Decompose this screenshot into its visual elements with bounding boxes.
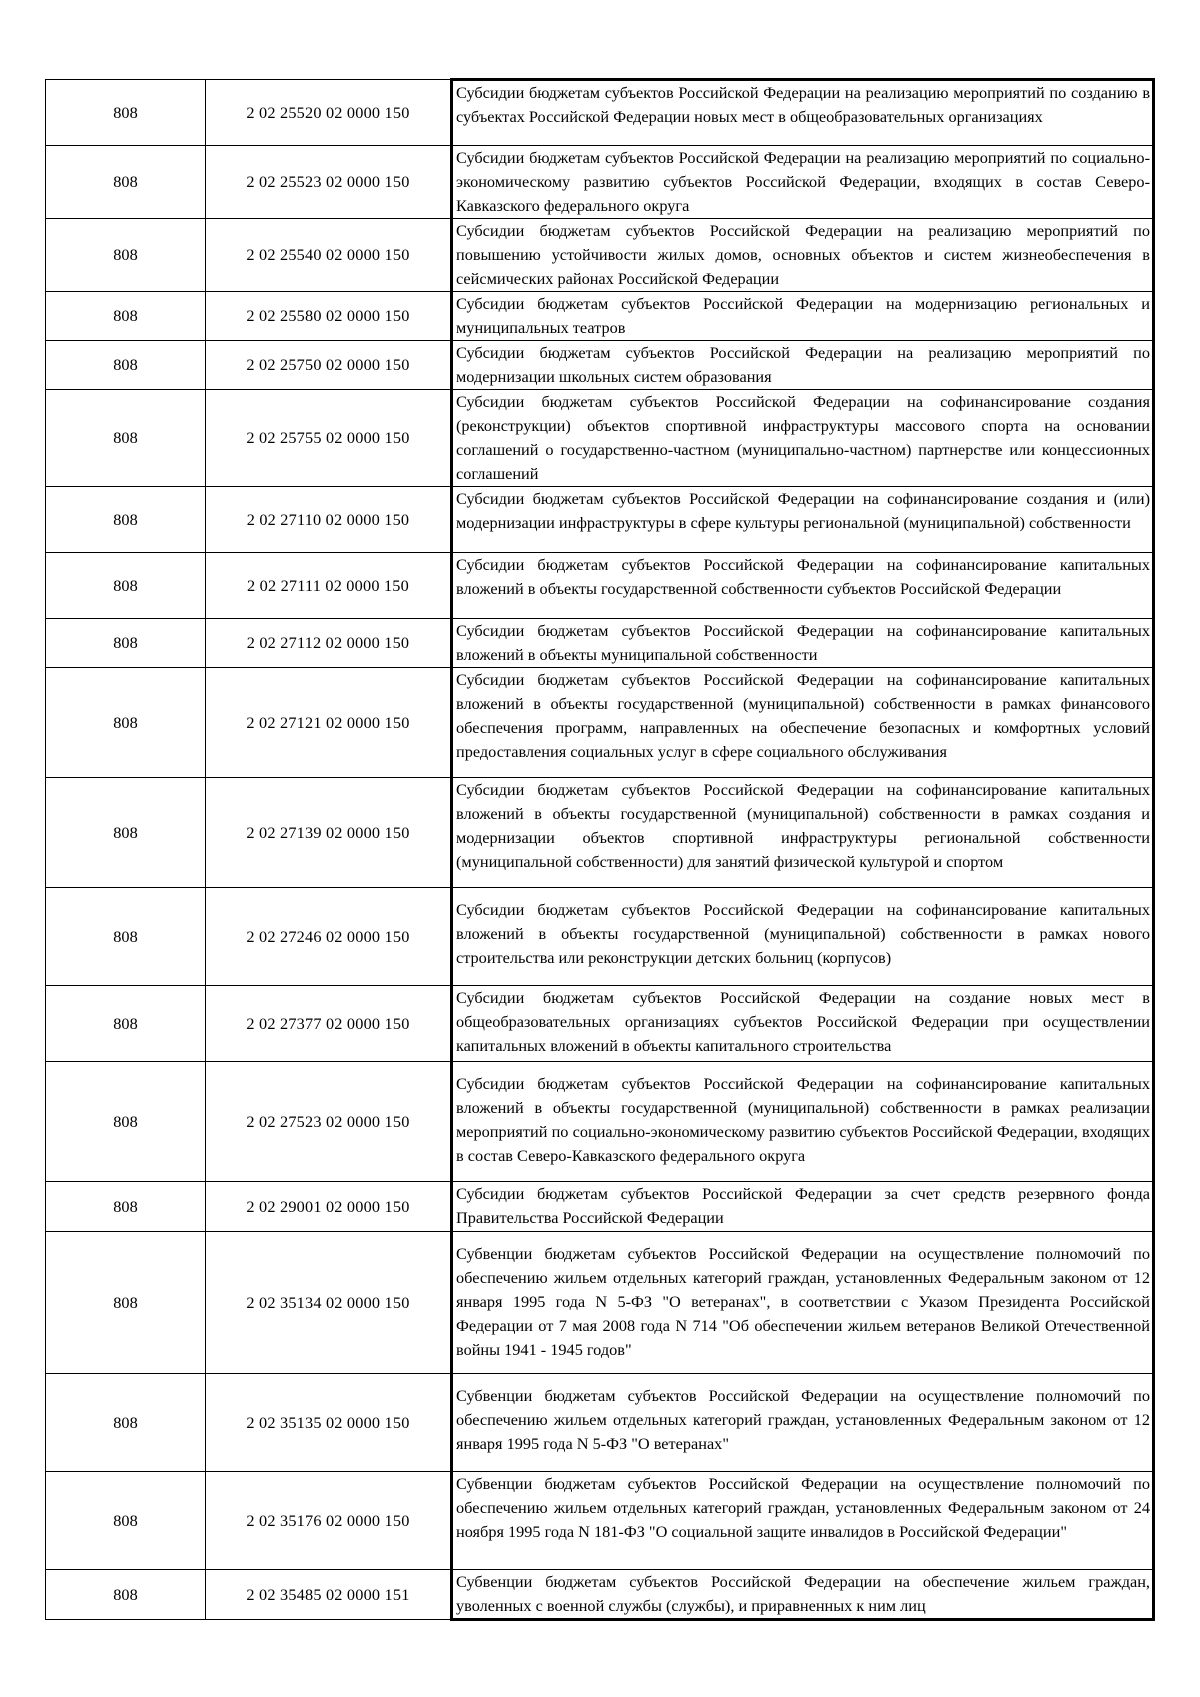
admin-code-cell: 808 [46,1570,206,1620]
admin-code-cell: 808 [46,1182,206,1232]
admin-code-cell: 808 [46,390,206,487]
budget-code-cell: 2 02 27121 02 0000 150 [206,668,452,778]
income-name-cell: Субсидии бюджетам субъектов Российской Федерации за счет средств резервного фонда Правительства Российской Федерации [452,1182,1154,1232]
admin-code-cell: 808 [46,888,206,986]
income-name-cell: Субвенции бюджетам субъектов Российской Федерации на обеспечение жильем граждан, уволенных с военной службы (службы), и приравненных к ним лиц [452,1570,1154,1620]
admin-code-cell: 808 [46,1232,206,1374]
admin-code-cell: 808 [46,1472,206,1570]
budget-code-cell: 2 02 27139 02 0000 150 [206,778,452,888]
table-row [46,1374,1154,1472]
income-name-cell: Субсидии бюджетам субъектов Российской Федерации на софинансирование капитальных вложений в объекты государственной собственности субъектов Российской Федерации [452,553,1154,619]
income-name-cell: Субсидии бюджетам субъектов Российской Федерации на реализацию мероприятий по повышению устойчивости жилых домов, основных объектов и систем жизнеобеспечения в сейсмических районах Российской Федерации [452,219,1154,292]
income-name-cell: Субсидии бюджетам субъектов Российской Федерации на софинансирование создания и (или) модернизации инфраструктуры в сфере культуры региональной (муниципальной) собственности [452,487,1154,553]
table-row [46,986,1154,1062]
budget-code-cell: 2 02 25750 02 0000 150 [206,341,452,390]
budget-code-cell: 2 02 25523 02 0000 150 [206,146,452,219]
table-row [46,619,1154,668]
table-row [46,553,1154,619]
table-row [46,1570,1154,1620]
budget-code-cell: 2 02 35485 02 0000 151 [206,1570,452,1620]
admin-code-cell: 808 [46,1374,206,1472]
income-name-cell: Субсидии бюджетам субъектов Российской Федерации на реализацию мероприятий по социально-экономическому развитию субъектов Российской Федерации, входящих в состав Северо-Кавказского федерального округа [452,146,1154,219]
table-row [46,778,1154,888]
admin-code-cell: 808 [46,487,206,553]
budget-code-cell: 2 02 27523 02 0000 150 [206,1062,452,1182]
admin-code-cell: 808 [46,146,206,219]
budget-code-cell: 2 02 35134 02 0000 150 [206,1232,452,1374]
table-row [46,1472,1154,1570]
income-name-cell: Субсидии бюджетам субъектов Российской Федерации на софинансирование создания (реконструкции) объектов спортивной инфраструктуры массового спорта на основании соглашений о государственно-частном (муниципально-частном) партнерстве или концессионных соглашений [452,390,1154,487]
table-row [46,341,1154,390]
admin-code-cell: 808 [46,1062,206,1182]
income-name-cell: Субсидии бюджетам субъектов Российской Федерации на софинансирование капитальных вложений в объекты государственной (муниципальной) собственности в рамках нового строительства или реконструкции детских больниц (корпусов) [452,888,1154,986]
table-row [46,292,1154,341]
table-row [46,80,1154,146]
admin-code-cell: 808 [46,778,206,888]
table-row [46,390,1154,487]
income-codes-table [45,78,1155,1621]
admin-code-cell: 808 [46,986,206,1062]
income-name-cell: Субсидии бюджетам субъектов Российской Федерации на софинансирование капитальных вложений в объекты государственной (муниципальной) собственности в рамках создания и модернизации объектов спортивной инфраструктуры региональной собственности (муниципальной собственности) для занятий физической культурой и спортом [452,778,1154,888]
table-row [46,1062,1154,1182]
income-name-cell: Субсидии бюджетам субъектов Российской Федерации на реализацию мероприятий по созданию в субъектах Российской Федерации новых мест в общеобразовательных организациях [452,80,1154,146]
income-name-cell: Субсидии бюджетам субъектов Российской Федерации на реализацию мероприятий по модернизации школьных систем образования [452,341,1154,390]
table-row [46,1232,1154,1374]
table-row [46,146,1154,219]
table-row [46,487,1154,553]
budget-code-cell: 2 02 25580 02 0000 150 [206,292,452,341]
budget-code-cell: 2 02 27112 02 0000 150 [206,619,452,668]
admin-code-cell: 808 [46,292,206,341]
income-name-cell: Субсидии бюджетам субъектов Российской Федерации на софинансирование капитальных вложений в объекты муниципальной собственности [452,619,1154,668]
income-name-cell: Субсидии бюджетам субъектов Российской Федерации на софинансирование капитальных вложений в объекты государственной (муниципальной) собственности в рамках финансового обеспечения программ, направленных на обеспечение безопасных и комфортных условий предоставления социальных услуг в сфере социального обслуживания [452,668,1154,778]
budget-code-cell: 2 02 27111 02 0000 150 [206,553,452,619]
budget-code-cell: 2 02 25755 02 0000 150 [206,390,452,487]
table-row [46,1182,1154,1232]
budget-code-cell: 2 02 35135 02 0000 150 [206,1374,452,1472]
income-name-cell: Субвенции бюджетам субъектов Российской Федерации на осуществление полномочий по обеспечению жильем отдельных категорий граждан, установленных Федеральным законом от 12 января 1995 года N 5-ФЗ "О ветеранах", в соответствии с Указом Президента Российской Федерации от 7 мая 2008 года N 714 "Об обеспечении жильем ветеранов Великой Отечественной войны 1941 - 1945 годов" [452,1232,1154,1374]
admin-code-cell: 808 [46,668,206,778]
admin-code-cell: 808 [46,341,206,390]
income-name-cell: Субсидии бюджетам субъектов Российской Федерации на софинансирование капитальных вложений в объекты государственной (муниципальной) собственности в рамках реализации мероприятий по социально-экономическому развитию субъектов Российской Федерации, входящих в состав Северо-Кавказского федерального округа [452,1062,1154,1182]
budget-code-cell: 2 02 25520 02 0000 150 [206,80,452,146]
admin-code-cell: 808 [46,619,206,668]
admin-code-cell: 808 [46,80,206,146]
table-row [46,888,1154,986]
budget-code-cell: 2 02 27377 02 0000 150 [206,986,452,1062]
table-row [46,668,1154,778]
admin-code-cell: 808 [46,553,206,619]
table-row [46,219,1154,292]
budget-code-cell: 2 02 27246 02 0000 150 [206,888,452,986]
income-name-cell: Субвенции бюджетам субъектов Российской Федерации на осуществление полномочий по обеспечению жильем отдельных категорий граждан, установленных Федеральным законом от 24 ноября 1995 года N 181-ФЗ "О социальной защите инвалидов в Российской Федерации" [452,1472,1154,1570]
income-name-cell: Субсидии бюджетам субъектов Российской Федерации на модернизацию региональных и муниципальных театров [452,292,1154,341]
income-name-cell: Субвенции бюджетам субъектов Российской Федерации на осуществление полномочий по обеспечению жильем отдельных категорий граждан, установленных Федеральным законом от 12 января 1995 года N 5-ФЗ "О ветеранах" [452,1374,1154,1472]
income-name-cell: Субсидии бюджетам субъектов Российской Федерации на создание новых мест в общеобразовательных организациях субъектов Российской Федерации при осуществлении капитальных вложений в объекты капитального строительства [452,986,1154,1062]
budget-code-cell: 2 02 35176 02 0000 150 [206,1472,452,1570]
budget-code-cell: 2 02 29001 02 0000 150 [206,1182,452,1232]
admin-code-cell: 808 [46,219,206,292]
budget-code-cell: 2 02 27110 02 0000 150 [206,487,452,553]
budget-code-cell: 2 02 25540 02 0000 150 [206,219,452,292]
